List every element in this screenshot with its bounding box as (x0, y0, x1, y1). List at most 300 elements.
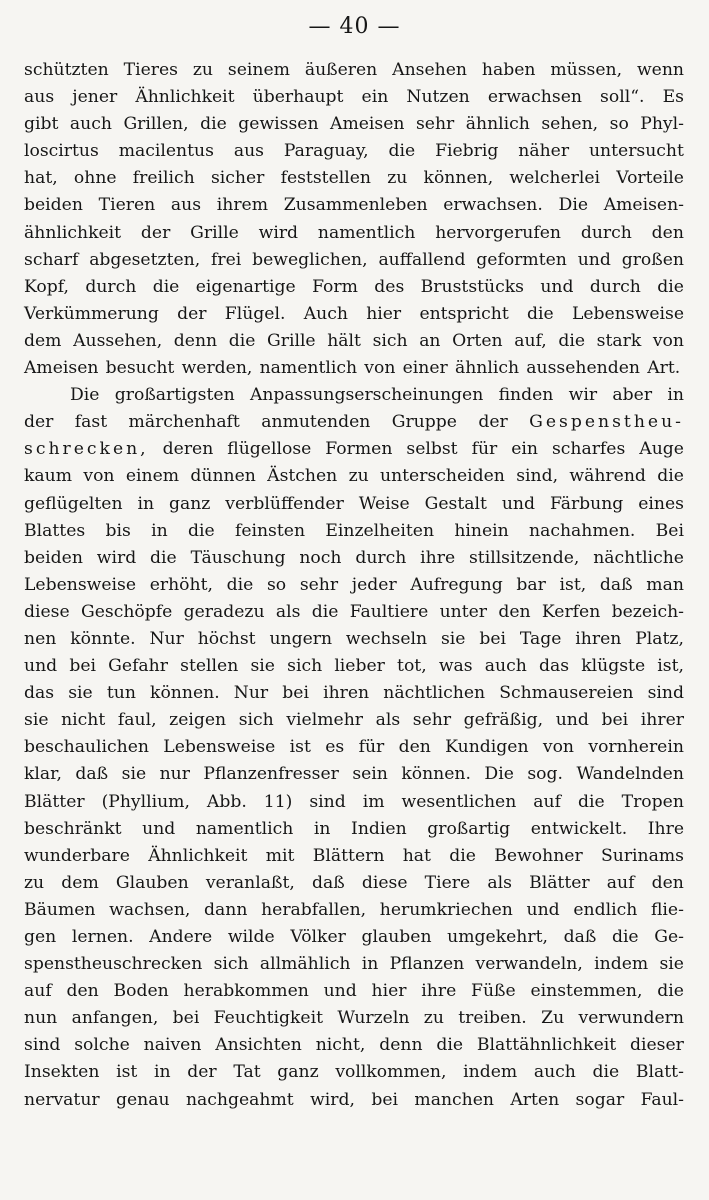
word: hat (402, 845, 431, 866)
word: die (436, 1035, 464, 1056)
word: stillsitzende, (468, 547, 580, 568)
word: gefräßig, (463, 710, 544, 731)
word: die (657, 276, 684, 297)
word: Gespenstheu- (529, 412, 684, 433)
word: ohne (73, 168, 117, 189)
text-line (24, 409, 684, 436)
word: spenstheuschrecken (24, 954, 203, 975)
word: und (501, 493, 535, 514)
word: fast (74, 412, 108, 433)
word: bei (371, 1089, 399, 1110)
word: aus (233, 141, 264, 162)
word: das (538, 656, 570, 677)
text-line (24, 734, 684, 761)
word: endlich (573, 899, 638, 920)
word: geradezu (183, 601, 265, 622)
text-line (24, 1005, 684, 1032)
word: wenn (636, 60, 684, 80)
word: Art. (647, 358, 681, 379)
word: hier (366, 303, 402, 324)
word: Paraguay, (283, 141, 369, 162)
word: und (540, 276, 574, 297)
text-line (24, 84, 684, 111)
word: geflügelten (24, 493, 123, 514)
word: der (140, 222, 171, 243)
text-line (24, 870, 684, 897)
word: beiden (24, 195, 83, 216)
text-line (24, 924, 684, 951)
word: Phyl- (640, 114, 684, 135)
word: Täuschung (190, 547, 286, 568)
word: haben (481, 60, 536, 80)
word: vielmehr (286, 710, 363, 731)
word: durch (355, 547, 407, 568)
word: treiben. (458, 1008, 527, 1029)
text-line (24, 897, 684, 924)
word: feinsten (234, 520, 306, 541)
word: zeigen (169, 710, 227, 731)
word: auch (533, 1062, 576, 1083)
word: Blattähnlichkeit (476, 1035, 617, 1056)
word: Blatt- (635, 1062, 684, 1083)
word: daß (563, 927, 597, 947)
word: tun (106, 683, 136, 704)
word: sicher (210, 168, 265, 189)
word: nun (24, 1008, 58, 1029)
word: beiden (24, 547, 83, 568)
word: geformten (476, 249, 567, 270)
word: Lebensweise (571, 303, 684, 324)
word: ihren (575, 628, 622, 649)
word: erwachsen (487, 87, 582, 108)
word: indem (463, 1062, 518, 1083)
word: nachgeahmt (185, 1089, 294, 1110)
word: denn (173, 330, 218, 351)
word: die (152, 276, 180, 297)
word: einer (402, 358, 448, 379)
word: vollkommen, (335, 1062, 447, 1083)
word: können. (401, 764, 471, 785)
word: und (577, 249, 611, 270)
word: das (24, 683, 55, 704)
word: sie (68, 683, 93, 704)
word: in (313, 818, 331, 839)
text-line (24, 491, 684, 518)
word: Ge- (654, 927, 684, 947)
word: aussehenden (526, 358, 640, 379)
text-line (24, 247, 684, 274)
word: den (651, 872, 684, 893)
word: Feuchtigkeit (213, 1008, 323, 1029)
word: flie- (650, 899, 684, 920)
text-line (24, 816, 684, 843)
word: Ameisen (24, 358, 99, 379)
word: dieser (630, 1035, 684, 1056)
word: finden (498, 385, 554, 406)
text-line (24, 707, 684, 734)
word: sehr (299, 574, 339, 595)
word: wilde (227, 927, 275, 947)
word: denn (379, 1035, 423, 1056)
word: verwundern (578, 1008, 684, 1029)
word: erhöht, (149, 574, 213, 595)
word: man (646, 574, 684, 595)
word: müssen, (550, 60, 623, 80)
word: als (375, 710, 401, 731)
word: höchst (197, 628, 256, 649)
text-line (24, 789, 684, 816)
word: Boden (113, 981, 169, 1002)
word: verblüffender (225, 493, 344, 514)
word: Faultiere (349, 601, 429, 622)
word: daß (599, 574, 633, 595)
word: Fiebrig (435, 141, 499, 162)
word: als (487, 872, 512, 893)
text-line (24, 951, 684, 978)
word: Arten (510, 1089, 560, 1110)
word: (Phyllium, (101, 791, 190, 812)
word: bar (516, 574, 546, 595)
word: Blätter (24, 791, 85, 812)
word: Gefahr (108, 656, 168, 677)
word: es (325, 737, 345, 758)
word: Abb. (206, 791, 247, 812)
word: stellen (180, 656, 239, 677)
word: Ähnlichkeit (148, 845, 248, 866)
word: unter (439, 601, 488, 622)
word: noch (299, 547, 342, 568)
word: Blätter (529, 872, 590, 893)
word: Tat (233, 1062, 261, 1083)
word: ist, (657, 656, 684, 677)
word: Ameisen (330, 114, 405, 135)
page-number: — 40 — (308, 14, 401, 39)
word: Kundigen (445, 737, 529, 758)
word: klar, (24, 764, 62, 785)
word: ähnlichkeit (24, 222, 122, 243)
word: Wurzeln (337, 1008, 410, 1029)
word: der (24, 412, 54, 433)
word: manchen (414, 1089, 494, 1110)
word: solche (74, 1035, 130, 1056)
word: Bruststücks (420, 276, 524, 297)
word: nicht (61, 710, 106, 731)
word: besucht (105, 358, 175, 379)
word: entspricht (419, 303, 509, 324)
word: loscirtus (24, 141, 99, 162)
word: ihren (323, 683, 370, 704)
word: in (154, 1062, 171, 1083)
word: bei (69, 656, 96, 677)
text-line (24, 1087, 684, 1114)
word: ähnlich (454, 358, 520, 379)
word: beschränkt (24, 818, 122, 839)
word: an (419, 330, 441, 351)
word: auch (69, 114, 112, 135)
word: Es (662, 87, 684, 108)
word: zu (348, 466, 369, 487)
word: naiven (143, 1035, 202, 1056)
word: die (150, 547, 177, 568)
text-line (24, 382, 684, 409)
word: abgesetzten, (89, 249, 201, 270)
word: sie (440, 628, 466, 649)
word: sich (213, 954, 249, 975)
word: Lebensweise (163, 737, 276, 758)
word: eines (638, 493, 684, 514)
word: wir (568, 385, 598, 406)
word: sie (659, 954, 684, 975)
text-line (24, 599, 684, 626)
word: sogar (575, 1089, 625, 1110)
word: in (137, 493, 155, 514)
word: und (555, 710, 589, 731)
word: märchenhaft (128, 412, 240, 433)
word: so (609, 114, 629, 135)
word: in (667, 385, 684, 406)
text-line (24, 680, 684, 707)
word: Indien (351, 818, 407, 839)
word: hervorgerufen (435, 222, 561, 243)
word: Grille (190, 222, 239, 243)
word: Geschöpfe (80, 601, 173, 622)
word: indem (594, 954, 649, 975)
word: auch (484, 656, 527, 677)
word: sein (352, 764, 388, 785)
word: anmutenden (261, 412, 371, 433)
word: werden, (181, 358, 253, 379)
word: was (438, 656, 473, 677)
word: die (187, 520, 215, 541)
word: einstemmen, (530, 981, 643, 1002)
word: Nur (233, 683, 269, 704)
word: zu (192, 60, 213, 80)
text-line (24, 436, 684, 463)
word: gewissen (238, 114, 319, 135)
word: Ameisen- (603, 195, 684, 216)
word: selbst (406, 439, 458, 460)
word: und (142, 818, 176, 839)
word: Ähnlichkeit (135, 87, 235, 108)
word: für (358, 737, 385, 758)
word: in (151, 520, 168, 541)
word: dem (61, 872, 99, 893)
word: ungern (269, 628, 333, 649)
word: Blattes (24, 520, 86, 541)
word: Nutzen (406, 87, 470, 108)
word: hält (327, 330, 361, 351)
word: könnte. (70, 628, 136, 649)
word: Schmausereien (499, 683, 634, 704)
word: jener (72, 87, 118, 108)
word: beschaulichen (24, 737, 149, 758)
word: verwandeln, (475, 954, 583, 975)
word: sie (121, 764, 147, 785)
word: Bei (655, 520, 684, 541)
word: die (200, 114, 227, 135)
word: Gestalt (424, 493, 487, 514)
word: ein (511, 439, 538, 460)
word: Anpassungserscheinungen (249, 385, 484, 406)
word: großartig (427, 818, 511, 839)
word: Tropen (621, 791, 684, 812)
word: aber (612, 385, 653, 406)
word: wesentlichen (401, 791, 517, 812)
word: so (266, 574, 287, 595)
word: als (275, 601, 301, 622)
word: nachahmen. (529, 520, 636, 541)
word: ganz (168, 493, 211, 514)
word: tot, (397, 656, 427, 677)
word: Andere (149, 927, 213, 947)
text-line (24, 518, 684, 545)
word: freilich (132, 168, 195, 189)
word: erwachsen. (443, 195, 543, 216)
word: durch (589, 276, 641, 297)
word: der (177, 303, 207, 324)
word: klügste (581, 656, 646, 677)
word: Kopf, (24, 276, 69, 297)
word: herabkommen (183, 981, 309, 1002)
word: zu (24, 872, 45, 893)
text-line (24, 111, 684, 138)
word: aus (170, 195, 202, 216)
word: von (542, 737, 575, 758)
word: Verkümmerung (24, 303, 159, 324)
word: die (527, 303, 554, 324)
word: zu (423, 1008, 444, 1029)
word: Weise (358, 493, 410, 514)
word: diese (24, 601, 70, 622)
word: Auge (639, 439, 684, 460)
word: bis (105, 520, 131, 541)
text-line (24, 192, 684, 219)
word: welcherlei (509, 168, 601, 189)
word: und (24, 656, 58, 677)
word: soll“. (600, 87, 645, 108)
word: untersucht (588, 141, 684, 162)
word: wird (96, 547, 137, 568)
word: beweglichen, (252, 249, 368, 270)
word: vornherein (588, 737, 684, 758)
word: Auch (303, 303, 348, 324)
word: auffallend (378, 249, 466, 270)
word: ein (361, 87, 389, 108)
text-line (24, 57, 684, 84)
word: bezeich- (611, 601, 684, 622)
word: sie (250, 656, 275, 677)
word: von (652, 330, 684, 351)
word: entwickelt. (530, 818, 628, 839)
body-text (24, 57, 684, 1114)
word: im (362, 791, 385, 812)
word: namentlich (259, 358, 358, 379)
word: sehr (415, 114, 455, 135)
word: genau (116, 1089, 170, 1110)
word: diese (361, 872, 408, 893)
text-line (24, 545, 684, 572)
word: nicht, (315, 1035, 366, 1056)
word: Orten (452, 330, 503, 351)
word: Pflanzen (389, 954, 465, 975)
word: Tage (519, 628, 562, 649)
word: Die (558, 195, 588, 216)
word: ähnlich (465, 114, 530, 135)
word: Nur (149, 628, 184, 649)
word: hat, (24, 168, 58, 189)
word: äußeren (304, 60, 378, 80)
word: scharf (24, 249, 79, 270)
word: die (311, 601, 339, 622)
word: auf (24, 981, 52, 1002)
word: überhaupt (252, 87, 344, 108)
word: Aussehen, (73, 330, 163, 351)
word: Aufregung (410, 574, 503, 595)
word: ihrer (640, 710, 684, 731)
word: feststellen (280, 168, 371, 189)
word: bei (172, 1008, 200, 1029)
word: Glauben (115, 872, 189, 893)
word: den (66, 981, 99, 1002)
word: sind (309, 791, 346, 812)
word: sehr (412, 710, 452, 731)
word: nächtlichen (383, 683, 486, 704)
word: Gruppe (391, 412, 457, 433)
word: dünnen (190, 466, 256, 487)
text-line (24, 138, 684, 165)
word: nächtliche (593, 547, 684, 568)
word: Insekten (24, 1062, 100, 1083)
word: hinein (454, 520, 509, 541)
word: nervatur (24, 1089, 100, 1110)
text-line (24, 220, 684, 247)
text-line (24, 978, 684, 1005)
word: bei (282, 683, 309, 704)
word: Bewohner (494, 845, 583, 866)
text-line (24, 1032, 684, 1059)
word: die (558, 330, 586, 351)
word: Zusammenleben (283, 195, 428, 216)
word: die (657, 466, 684, 487)
text-line (24, 355, 684, 382)
word: durch (580, 222, 632, 243)
text-line (24, 653, 684, 680)
word: ist (289, 737, 311, 758)
word: durch (85, 276, 137, 297)
text-line (24, 626, 684, 653)
word: sind, (516, 466, 559, 487)
word: Ansehen (392, 60, 467, 80)
word: wird, (310, 1089, 355, 1110)
text-line (24, 1059, 684, 1086)
word: sehen, (541, 114, 599, 135)
word: deren (162, 439, 214, 460)
text-line (24, 463, 684, 490)
word: von (364, 358, 396, 379)
word: stark (596, 330, 642, 351)
word: sich (372, 330, 408, 351)
word: von (83, 466, 115, 487)
word: Ansichten (215, 1035, 302, 1056)
word: ihre (421, 981, 457, 1002)
word: umgekehrt, (447, 927, 548, 947)
word: die (449, 845, 476, 866)
word: 11) (263, 791, 293, 812)
word: Surinams (600, 845, 684, 866)
word: die (657, 981, 684, 1002)
word: Vorteile (616, 168, 684, 189)
word: aus (24, 87, 55, 108)
